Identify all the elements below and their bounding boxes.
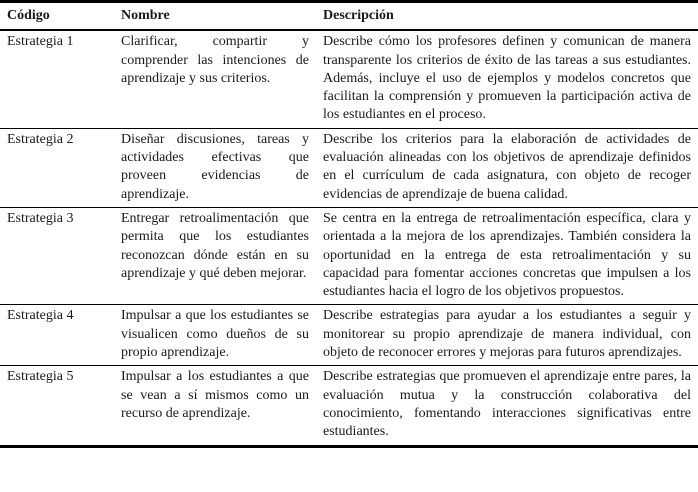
- cell-codigo: Estrategia 4: [0, 305, 114, 366]
- table-row: [0, 305, 698, 366]
- column-header-descripcion: Descripción: [316, 2, 698, 31]
- cell-nombre: Clarificar, compartir y comprender las intenciones de aprendizaje y sus criterios.: [114, 30, 316, 128]
- cell-descripcion: Describe estrategias que promueven el aprendizaje entre pares, la evaluación mutua y la construcción colaborativa del conocimiento, fomentando interacciones significativas entre estudiantes.: [316, 366, 698, 446]
- header-row: [0, 2, 698, 31]
- cell-nombre: Impulsar a los estudiantes a que se vean a sí mismos como un recurso de aprendizaje.: [114, 366, 316, 446]
- cell-codigo: Estrategia 1: [0, 30, 114, 128]
- column-header-nombre: Nombre: [114, 2, 316, 31]
- table-row: [0, 128, 698, 207]
- cell-descripcion: Describe estrategias para ayudar a los estudiantes a seguir y monitorear su propio aprendizaje de manera individual, con objeto de reconocer errores y mejoras para futuros aprendizajes.: [316, 305, 698, 366]
- cell-codigo: Estrategia 5: [0, 366, 114, 446]
- cell-codigo: Estrategia 2: [0, 128, 114, 207]
- cell-nombre: Impulsar a que los estudiantes se visualicen como dueños de su propio aprendizaje.: [114, 305, 316, 366]
- cell-descripcion: Describe cómo los profesores definen y comunican de manera transparente los criterios de éxito de las tareas a sus estudiantes. Además, incluye el uso de ejemplos y modelos concretos que facilitan la comprensión y promueven la participación activa de los estudiantes en el proceso.: [316, 30, 698, 128]
- table-row: [0, 366, 698, 446]
- table-body: [0, 30, 698, 446]
- cell-codigo: Estrategia 3: [0, 207, 114, 304]
- cell-nombre: Entregar retroalimentación que permita que los estudiantes reconozcan dónde están en su aprendizaje y qué deben mejorar.: [114, 207, 316, 304]
- cell-descripcion: Describe los criterios para la elaboración de actividades de evaluación alineadas con los objetivos de aprendizaje definidos en el currículum de cada asignatura, con objeto de recoger evidencias de aprendizaje de buena calidad.: [316, 128, 698, 207]
- table-row: [0, 30, 698, 128]
- cell-nombre: Diseñar discusiones, tareas y actividades efectivas que proveen evidencias de aprendizaje.: [114, 128, 316, 207]
- table-row: [0, 207, 698, 304]
- cell-descripcion: Se centra en la entrega de retroalimentación específica, clara y orientada a la mejora de los aprendizajes. También considera la oportunidad en la entrega de esta retroalimentación y su capacidad para fomentar acciones concretas que impulsen a los estudiantes hacia el logro de los objetivos propuestos.: [316, 207, 698, 304]
- column-header-codigo: Código: [0, 2, 114, 31]
